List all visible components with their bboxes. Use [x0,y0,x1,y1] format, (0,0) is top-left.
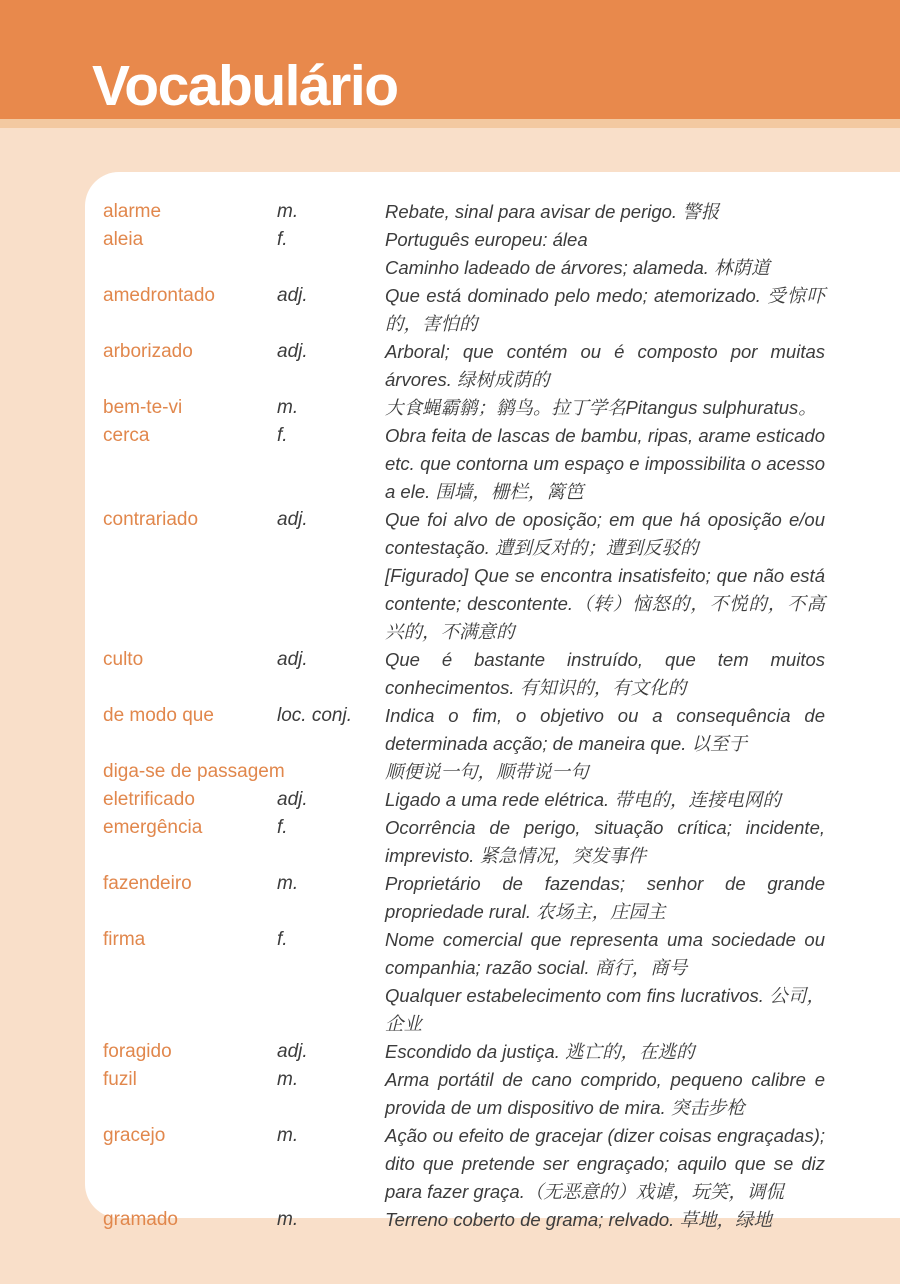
entry-pos: adj. [277,509,308,530]
entry-word: culto [103,649,144,670]
vocab-entry [103,646,900,702]
entry-pos: f. [277,929,288,950]
definition-line: Proprietário de fazendas; senhor de grande propriedade rural. 农场主，庄园主 [385,873,825,922]
entry-word: firma [103,929,146,950]
entry-word: eletrificado [103,789,195,810]
entry-word: amedrontado [103,285,215,306]
definition-line: Arma portátil de cano comprido, pequeno calibre e provida de um dispositivo de mira. 突击步枪 [385,1069,825,1118]
entry-definitions [385,1066,825,1122]
vocab-entry [103,198,900,226]
entry-word: diga-se de passagem [103,761,285,782]
entry-pos: adj. [277,341,308,362]
entry-definitions [385,1038,825,1066]
entry-pos: m. [277,1069,299,1090]
entry-pos: adj. [277,1041,308,1062]
definition-line: Caminho ladeado de árvores; alameda. 林荫道 [385,257,770,278]
definition-line: Qualquer estabelecimento com fins lucrativos. 公司，企业 [385,985,825,1034]
vocab-entry [103,926,900,1038]
entry-definitions [385,758,825,786]
vocab-entry [103,1066,900,1122]
vocab-entry [103,702,900,758]
definition-line: Rebate, sinal para avisar de perigo. 警报 [385,201,720,222]
entry-word: cerca [103,425,150,446]
entry-pos: f. [277,425,288,446]
vocab-card [85,172,900,1230]
vocab-entry [103,758,900,786]
vocab-entry [103,394,900,422]
entry-definitions [385,1206,825,1234]
definition-line: Que foi alvo de oposição; em que há oposição e/ou contestação. 遭到反对的；遭到反驳的 [385,509,825,558]
definition-line: Ligado a uma rede elétrica. 带电的，连接电网的 [385,789,781,810]
vocab-entry [103,814,900,870]
vocab-entry [103,338,900,394]
entry-definitions [385,282,825,338]
entry-definitions [385,702,825,758]
entry-word: arborizado [103,341,193,362]
entry-definitions [385,814,825,870]
definition-line: Português europeu: álea [385,229,588,250]
definition-line: Ocorrência de perigo, situação crítica; incidente, imprevisto. 紧急情况，突发事件 [385,817,825,866]
entry-definitions [385,646,825,702]
entry-word: fazendeiro [103,873,192,894]
entry-definitions [385,338,825,394]
entry-word: de modo que [103,705,214,726]
definition-line: Escondido da justiça. 逃亡的，在逃的 [385,1041,695,1062]
vocab-entry [103,870,900,926]
entry-pos: adj. [277,285,308,306]
vocab-entry [103,1206,900,1234]
entry-pos: m. [277,1209,299,1230]
entry-pos: m. [277,1125,299,1146]
definition-line: Obra feita de lascas de bambu, ripas, arame esticado etc. que contorna um espaço e impossibilita o acesso a ele. 围墙，栅栏，篱笆 [385,425,825,502]
definition-line: [Figurado] Que se encontra insatisfeito; que não está contente; descontente.（转）恼怒的，不悦的，不高兴的，不满意的 [385,565,825,642]
entry-pos: adj. [277,649,308,670]
definition-line: 大食蝇霸鹟；鹟鸟。拉丁学名Pitangus sulphuratus。 [385,397,817,418]
entry-definitions [385,394,825,422]
vocab-entry [103,1038,900,1066]
definition-line: Terreno coberto de grama; relvado. 草地，绿地 [385,1209,772,1230]
entry-definitions [385,926,825,1038]
content-area [0,172,900,1230]
entry-word: alarme [103,201,162,222]
entry-definitions [385,198,825,226]
entry-word: emergência [103,817,203,838]
definition-line: Que está dominado pelo medo; atemorizado. 受惊吓的，害怕的 [385,285,825,334]
entry-definitions [385,786,825,814]
entry-word: contrariado [103,509,199,530]
entry-pos: f. [277,817,288,838]
entry-definitions [385,506,825,646]
vocab-entry [103,506,900,646]
entry-definitions [385,870,825,926]
vocab-entry [103,1122,900,1206]
entry-pos: m. [277,873,299,894]
entry-pos: f. [277,229,288,250]
definition-line: Ação ou efeito de gracejar (dizer coisas engraçadas); dito que pretende ser engraçado; aquilo que se diz para fazer graça.（无恶意的）戏谑，玩笑，调侃 [385,1125,825,1202]
entry-word: aleia [103,229,144,250]
entry-definitions [385,1122,825,1206]
header-divider [0,119,900,128]
definition-line: Arboral; que contém ou é composto por muitas árvores. 绿树成荫的 [385,341,825,390]
vocab-entry [103,226,900,282]
entry-pos: adj. [277,789,308,810]
entry-word: fuzil [103,1069,137,1090]
vocab-entry [103,786,900,814]
entry-word: gracejo [103,1125,166,1146]
entry-pos: m. [277,397,299,418]
entry-definitions [385,422,825,506]
header-band [0,0,900,119]
vocab-entry [103,282,900,338]
vocab-entry [103,422,900,506]
entry-pos: m. [277,201,299,222]
entry-pos: loc. conj. [277,705,352,726]
entry-definitions [385,226,825,282]
definition-line: Nome comercial que representa uma sociedade ou companhia; razão social. 商行，商号 [385,929,825,978]
definition-line: Que é bastante instruído, que tem muitos conhecimentos. 有知识的，有文化的 [385,649,825,698]
definition-line: Indica o fim, o objetivo ou a consequência de determinada acção; de maneira que. 以至于 [385,705,825,754]
definition-line: 顺便说一句，顺带说一句 [385,761,589,782]
entry-word: foragido [103,1041,172,1062]
page-title: Vocabulário [92,54,398,118]
vocab-list [103,198,900,1234]
entry-word: gramado [103,1209,178,1230]
entry-word: bem-te-vi [103,397,183,418]
